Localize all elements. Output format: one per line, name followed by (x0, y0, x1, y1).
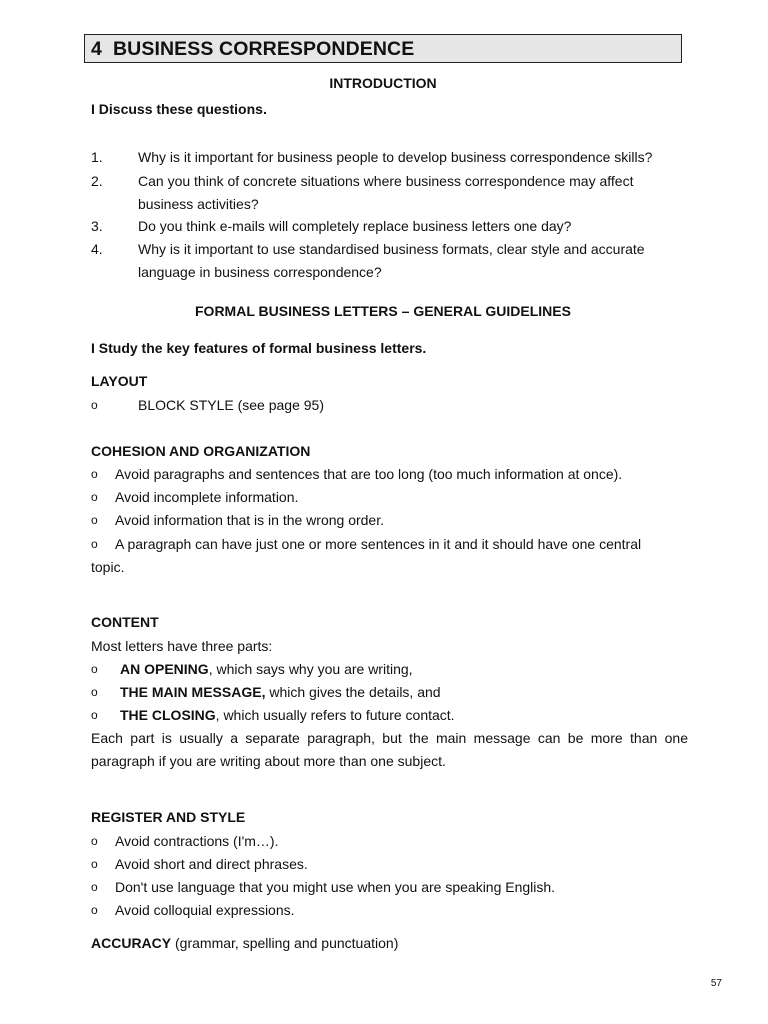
list-item-text: Avoid short and direct phrases. (115, 856, 308, 872)
bullet-icon: o (91, 903, 98, 917)
content-intro: Most letters have three parts: (91, 638, 273, 654)
list-item-text: Avoid contractions (I'm…). (115, 833, 279, 849)
list-item-text: Don't use language that you might use when you are speaking English. (115, 879, 556, 895)
bullet-icon: o (91, 834, 98, 848)
bullet-icon: o (91, 685, 98, 699)
bullet-icon: o (91, 490, 98, 504)
guidelines-heading: FORMAL BUSINESS LETTERS – GENERAL GUIDELINES (195, 303, 571, 319)
question-text: business activities? (138, 196, 259, 212)
bullet-icon: o (91, 662, 98, 676)
bullet-icon: o (91, 880, 98, 894)
part-name: THE MAIN MESSAGE, (120, 684, 266, 700)
accuracy-heading: ACCURACY (91, 935, 172, 951)
question-text: Why is it important for business people to develop business correspondence skills? (138, 149, 653, 165)
study-task: I Study the key features of formal business letters. (91, 340, 427, 356)
discuss-task: I Discuss these questions. (91, 101, 267, 117)
question-number: 1. (91, 149, 103, 165)
question-text: Why is it important to use standardised business formats, clear style and accurate (138, 241, 645, 257)
bullet-icon: o (91, 708, 98, 722)
list-item-text: Avoid incomplete information. (115, 489, 299, 505)
introduction-heading: INTRODUCTION (329, 75, 437, 91)
list-item-continuation: topic. (91, 559, 125, 575)
list-item-text: Avoid paragraphs and sentences that are too long (too much information at once). (115, 466, 623, 482)
accuracy-line (91, 934, 398, 952)
list-item-text: Avoid information that is in the wrong order. (115, 512, 385, 528)
chapter-title-text: BUSINESS CORRESPONDENCE (113, 38, 415, 60)
question-text: Can you think of concrete situations where business correspondence may affect (138, 173, 634, 189)
content-heading: CONTENT (91, 614, 159, 630)
bullet-icon: o (91, 513, 98, 527)
question-number: 3. (91, 218, 103, 234)
part-description: , which usually refers to future contact. (215, 707, 455, 723)
question-number: 4. (91, 241, 103, 257)
list-item-text: BLOCK STYLE (see page 95) (138, 397, 324, 413)
chapter-header (84, 34, 682, 63)
question-text: language in business correspondence? (138, 264, 382, 280)
question-text: Do you think e-mails will completely replace business letters one day? (138, 218, 572, 234)
accuracy-description: (grammar, spelling and punctuation) (171, 935, 399, 951)
content-paragraph: Each part is usually a separate paragraph, but the main message can be more than one paragraph if you are writing about more than one subject. (91, 730, 688, 769)
question-number: 2. (91, 173, 103, 189)
bullet-icon: o (91, 467, 98, 481)
part-name: AN OPENING (120, 661, 209, 677)
register-heading: REGISTER AND STYLE (91, 809, 246, 825)
chapter-title (91, 38, 414, 61)
list-item-text: Avoid colloquial expressions. (115, 902, 295, 918)
bullet-icon: o (91, 537, 98, 551)
part-name: THE CLOSING (120, 707, 216, 723)
cohesion-heading: COHESION AND ORGANIZATION (91, 443, 311, 459)
chapter-number: 4 (91, 38, 102, 60)
bullet-icon: o (91, 857, 98, 871)
bullet-icon: o (91, 398, 98, 412)
layout-heading: LAYOUT (91, 373, 148, 389)
page-number: 57 (710, 978, 722, 989)
list-item-text: A paragraph can have just one or more sentences in it and it should have one central (115, 536, 642, 552)
part-description: , which says why you are writing, (208, 661, 413, 677)
part-description: which gives the details, and (265, 684, 441, 700)
